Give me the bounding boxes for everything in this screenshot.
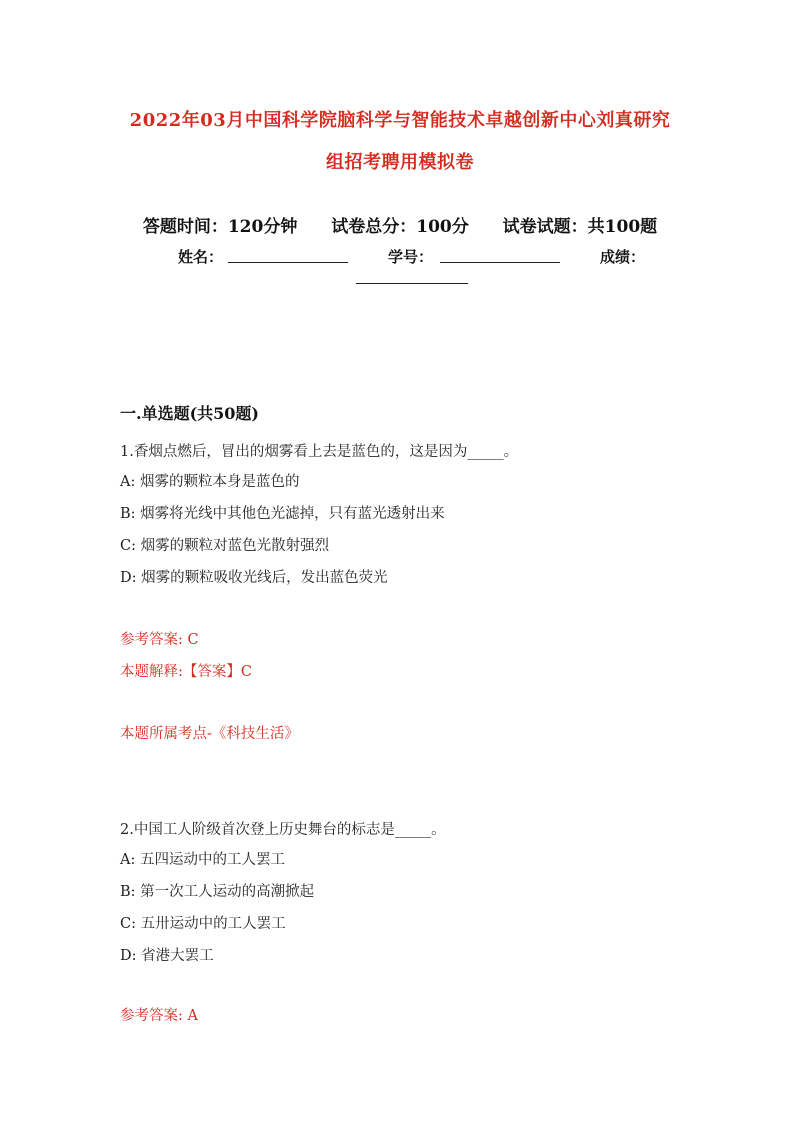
section-title: 一.单选题(共50题) [120, 404, 259, 423]
score-blank[interactable] [356, 283, 468, 284]
exam-time: 答题时间：120分钟 [142, 217, 298, 237]
exam-total-score: 试卷总分：100分 [331, 217, 469, 237]
question-2-option-d: D: 省港大罢工 [120, 948, 214, 964]
question-1-topic: 本题所属考点-《科技生活》 [120, 726, 299, 742]
document-title-line-1: 2022年03月中国科学院脑科学与智能技术卓越创新中心刘真研究 [129, 110, 671, 131]
exam-info [0, 212, 800, 237]
question-1-explanation: 本题解释:【答案】C [120, 664, 252, 680]
question-1-option-d: D: 烟雾的颗粒吸收光线后，发出蓝色荧光 [120, 570, 388, 586]
question-1-option-a: A: 烟雾的颗粒本身是蓝色的 [120, 474, 300, 490]
question-1-answer: 参考答案: C [120, 632, 199, 648]
document-title-line-2: 组招考聘用模拟卷 [326, 152, 474, 173]
question-2-text: 2.中国工人阶级首次登上历史舞台的标志是_____。 [120, 822, 446, 838]
exam-question-count: 试卷试题：共100题 [502, 217, 658, 237]
question-2-answer: 参考答案: A [120, 1008, 198, 1024]
question-2-option-c: C: 五卅运动中的工人罢工 [120, 916, 286, 932]
score-label: 成绩： [600, 248, 646, 266]
question-2-option-b: B: 第一次工人运动的高潮掀起 [120, 884, 315, 900]
question-2-option-a: A: 五四运动中的工人罢工 [120, 852, 285, 868]
name-label: 姓名： [178, 248, 224, 266]
name-blank[interactable] [228, 246, 348, 263]
student-id-blank[interactable] [440, 246, 560, 263]
student-id-label: 学号： [388, 248, 434, 266]
question-1-option-b: B: 烟雾将光线中其他色光滤掉，只有蓝光透射出来 [120, 506, 445, 522]
question-1-text: 1.香烟点燃后，冒出的烟雾看上去是蓝色的，这是因为_____。 [120, 444, 519, 460]
question-1-option-c: C: 烟雾的颗粒对蓝色光散射强烈 [120, 538, 330, 554]
